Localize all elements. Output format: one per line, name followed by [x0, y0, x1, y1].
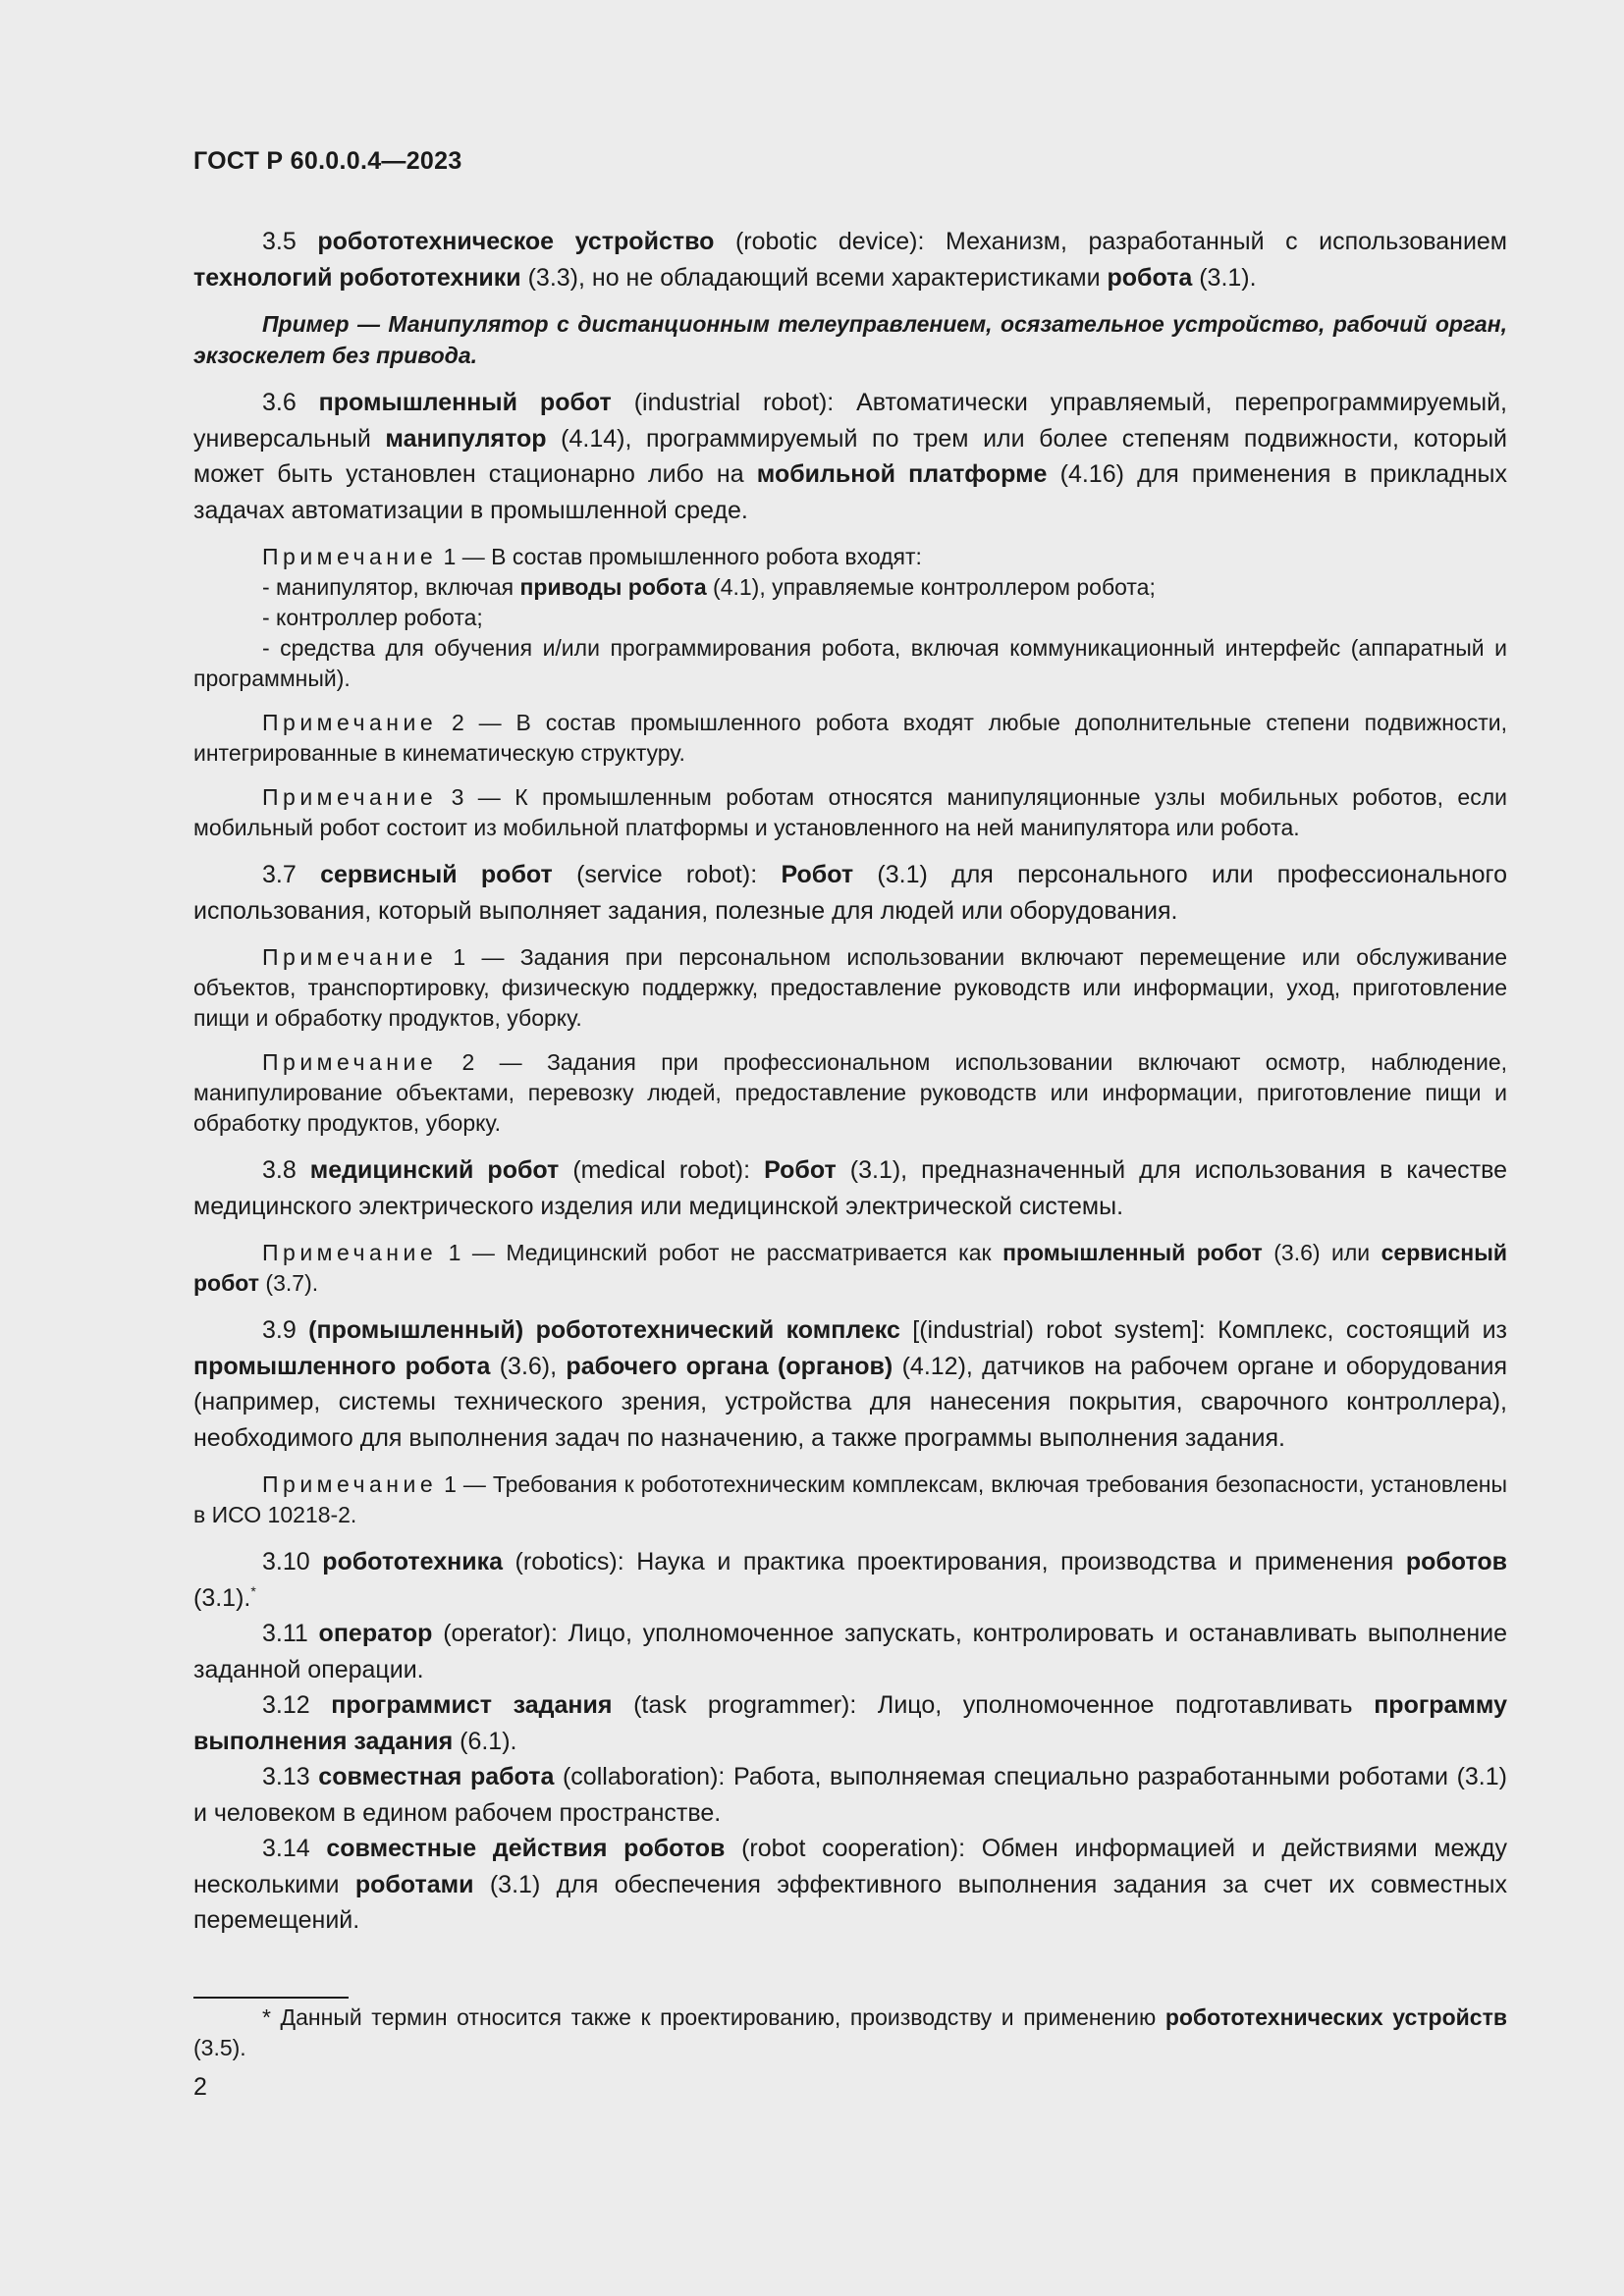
- note-label: Примечание: [262, 784, 438, 810]
- term-title: (промышленный) робототехнический комплекс: [308, 1316, 900, 1344]
- note-list-item: - средства для обучения и/или программирования робота, включая коммуникационный интерфейс (аппаратный и программный).: [193, 635, 1507, 691]
- term-title: медицинский робот: [309, 1156, 560, 1184]
- term-title: робототехника: [322, 1548, 504, 1575]
- term-title: совместная работа: [318, 1763, 555, 1790]
- term-3-13: 3.13 совместная работа (collaboration): Работа, выполняемая специально разработанными роботами (3.1) и человеком в едином рабочем пространстве.: [193, 1763, 1507, 1827]
- term-reference: роботов: [1405, 1548, 1507, 1575]
- note-3-9-1: Примечание 1 — Требования к робототехническим комплексам, включая требования безопасности, установлены в ИСО 10218-2.: [193, 1471, 1507, 1527]
- note-list-item: - манипулятор, включая приводы робота (4.1), управляемые контроллером робота;: [262, 574, 1156, 600]
- term-reference: мобильной платформе: [756, 460, 1048, 488]
- term-reference: Робот: [764, 1156, 837, 1184]
- term-3-14: 3.14 совместные действия роботов (robot cooperation): Обмен информацией и действиями между несколькими роботами (3.1) для обеспечения эффективного выполнения задания за счет их совместных перемещений.: [193, 1835, 1507, 1934]
- term-reference: Робот: [781, 861, 854, 888]
- term-reference: промышленного робота: [193, 1352, 491, 1380]
- term-3-12: 3.12 программист задания (task programmer): Лицо, уполномоченное подготавливать программу выполнения задания (6.1).: [193, 1691, 1507, 1755]
- note-3-7-2: Примечание 2 — Задания при профессиональном использовании включают осмотр, наблюдение, манипулирование объектами, перевозку людей, предоставление руководств или информации, приготовление пищи и обработку продуктов, уборку.: [193, 1049, 1507, 1136]
- term-reference: рабочего органа (органов): [566, 1352, 893, 1380]
- term-title: программист задания: [331, 1691, 613, 1719]
- note-3-6-2: Примечание 2 — В состав промышленного робота входят любые дополнительные степени подвижности, интегрированные в кинематическую структуру.: [193, 710, 1507, 766]
- term-3-6: 3.6 промышленный робот (industrial robot): Автоматически управляемый, перепрограммируемый, универсальный манипулятор (4.14), программируемый по трем или более степеням подвижности, который может быть установлен стационарно либо на мобильной платформе (4.16) для применения в прикладных задачах автоматизации в промышленной среде.: [193, 389, 1508, 524]
- footnote-marker: *: [250, 1582, 256, 1599]
- term-reference: робототехнических устройств: [1164, 2004, 1507, 2030]
- term-reference: технологий робототехники: [193, 263, 521, 292]
- note-label: Примечание: [262, 1240, 438, 1265]
- term-reference: робота: [1107, 263, 1193, 292]
- term-3-10: 3.10 робототехника (robotics): Наука и практика проектирования, производства и применения роботов (3.1).*: [193, 1548, 1507, 1612]
- note-3-7-1: Примечание 1 — Задания при персональном использовании включают перемещение или обслуживание объектов, транспортировку, физическую поддержку, предоставление руководств или информации, уход, приготовление пищи и обработку продуктов, уборку.: [193, 944, 1507, 1031]
- example-3-5: Пример — Манипулятор с дистанционным телеуправлением, осязательное устройство, рабочий орган, экзоскелет без привода.: [193, 311, 1507, 368]
- term-reference: сервисный робот: [193, 1240, 1507, 1296]
- term-3-9: 3.9 (промышленный) робототехнический комплекс [(industrial) robot system]: Комплекс, состоящий из промышленного робота (3.6), рабочего органа (органов) (4.12), датчиков на рабочем органе и оборудования (например, системы технического зрения, устройства для нанесения покрытия, сварочного контроллера), необходимого для выполнения задач по назначению, а также программы выполнения задания.: [193, 1316, 1508, 1452]
- term-reference: приводы робота: [519, 574, 707, 600]
- page-number: 2: [193, 2073, 207, 2101]
- footnote-separator: [193, 1997, 349, 1999]
- note-3-6-1: Примечание 1 — В состав промышленного робота входят:: [262, 544, 922, 569]
- note-3-6-3: Примечание 3 — К промышленным роботам относятся манипуляционные узлы мобильных роботов, если мобильный робот состоит из мобильной платформы и установленного на ней манипулятора или робота.: [193, 784, 1507, 840]
- note-label: Примечание: [262, 710, 438, 735]
- term-reference: манипулятор: [385, 424, 547, 453]
- term-reference: промышленный робот: [1002, 1240, 1263, 1265]
- term-title: оператор: [318, 1620, 433, 1647]
- note-label: Примечание: [262, 1049, 438, 1075]
- document-header: ГОСТ Р 60.0.0.4—2023: [193, 147, 462, 175]
- term-3-8: 3.8 медицинский робот (medical robot): Робот (3.1), предназначенный для использования в качестве медицинского электрического изделия или медицинской электрической системы.: [193, 1156, 1508, 1220]
- footnote: * Данный термин относится также к проектированию, производству и применению робототехнических устройств (3.5).: [193, 2004, 1507, 2060]
- term-title: сервисный робот: [320, 861, 553, 888]
- term-3-7: 3.7 сервисный робот (service robot): Робот (3.1) для персонального или профессионального использования, который выполняет задания, полезные для людей или оборудования.: [193, 861, 1507, 925]
- term-reference: программу выполнения задания: [193, 1691, 1507, 1755]
- note-3-8-1: Примечание 1 — Медицинский робот не рассматривается как промышленный робот (3.6) или сервисный робот (3.7).: [193, 1240, 1507, 1296]
- term-title: совместные действия роботов: [326, 1835, 726, 1862]
- term-3-11: 3.11 оператор (operator): Лицо, уполномоченное запускать, контролировать и останавливать выполнение заданной операции.: [193, 1620, 1507, 1683]
- term-3-5: 3.5 робототехническое устройство (robotic device): Механизм, разработанный с использованием технологий робототехники (3.3), но не обладающий всеми характеристиками робота (3.1).: [193, 228, 1507, 292]
- document-body: [193, 224, 1507, 1939]
- note-label: Примечание: [262, 544, 438, 569]
- note-label: Примечание: [262, 944, 438, 970]
- note-label: Примечание: [262, 1471, 438, 1497]
- term-title: промышленный робот: [318, 389, 612, 416]
- term-title: робототехническое устройство: [317, 228, 715, 255]
- note-list-item: - контроллер робота;: [262, 605, 483, 630]
- term-reference: роботами: [354, 1870, 474, 1898]
